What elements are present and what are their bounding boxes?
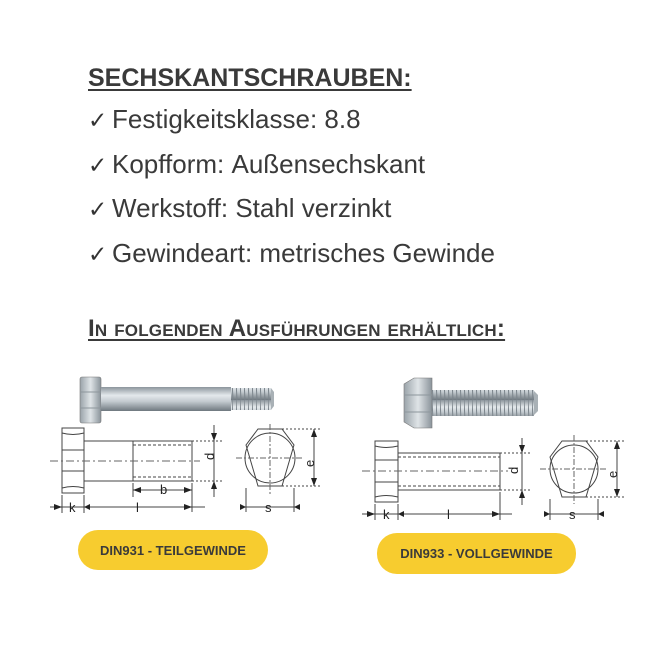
dim-label-k: k xyxy=(69,500,76,515)
bolt-photo-din931 xyxy=(80,377,274,423)
dim-label-s: s xyxy=(265,500,272,515)
dim-label-s: s xyxy=(569,507,576,522)
dim-label-l: l xyxy=(447,507,450,522)
dim-label-d: d xyxy=(202,452,217,460)
variants-heading: In folgenden Ausführungen erhältlich: xyxy=(88,315,506,342)
feature-label: Gewindeart: xyxy=(112,237,253,268)
check-icon: ✓ xyxy=(88,107,108,133)
feature-label: Festigkeitsklasse: xyxy=(112,104,318,134)
dim-label-l: l xyxy=(136,500,139,515)
dim-label-d: d xyxy=(506,466,521,474)
check-icon: ✓ xyxy=(88,240,108,267)
dim-label-e: e xyxy=(302,459,317,467)
feature-label: Werkstoff: xyxy=(112,193,229,223)
feature-value: Stahl verzinkt xyxy=(235,193,392,223)
check-icon: ✓ xyxy=(88,196,108,222)
dim-label-k: k xyxy=(383,507,390,522)
page-heading: SECHSKANTSCHRAUBEN: xyxy=(88,64,412,92)
feature-value: 8.8 xyxy=(324,104,361,134)
variant-badge-din933: DIN933 - VOLLGEWINDE xyxy=(377,533,576,574)
bolt-photo-din933 xyxy=(404,378,538,428)
feature-label: Kopfform: xyxy=(112,148,225,179)
bolt-drawing-din933 xyxy=(362,435,624,520)
check-icon: ✓ xyxy=(88,151,108,178)
variant-badge-din931: DIN931 - TEILGEWINDE xyxy=(78,530,268,570)
bolt-drawing-din931 xyxy=(50,424,320,513)
dimension-arrows-din933 xyxy=(367,441,620,517)
feature-value: Außensechskant xyxy=(231,148,426,179)
feature-value: metrisches Gewinde xyxy=(259,237,495,268)
dim-label-e: e xyxy=(605,470,620,478)
dim-label-b: b xyxy=(160,482,168,497)
